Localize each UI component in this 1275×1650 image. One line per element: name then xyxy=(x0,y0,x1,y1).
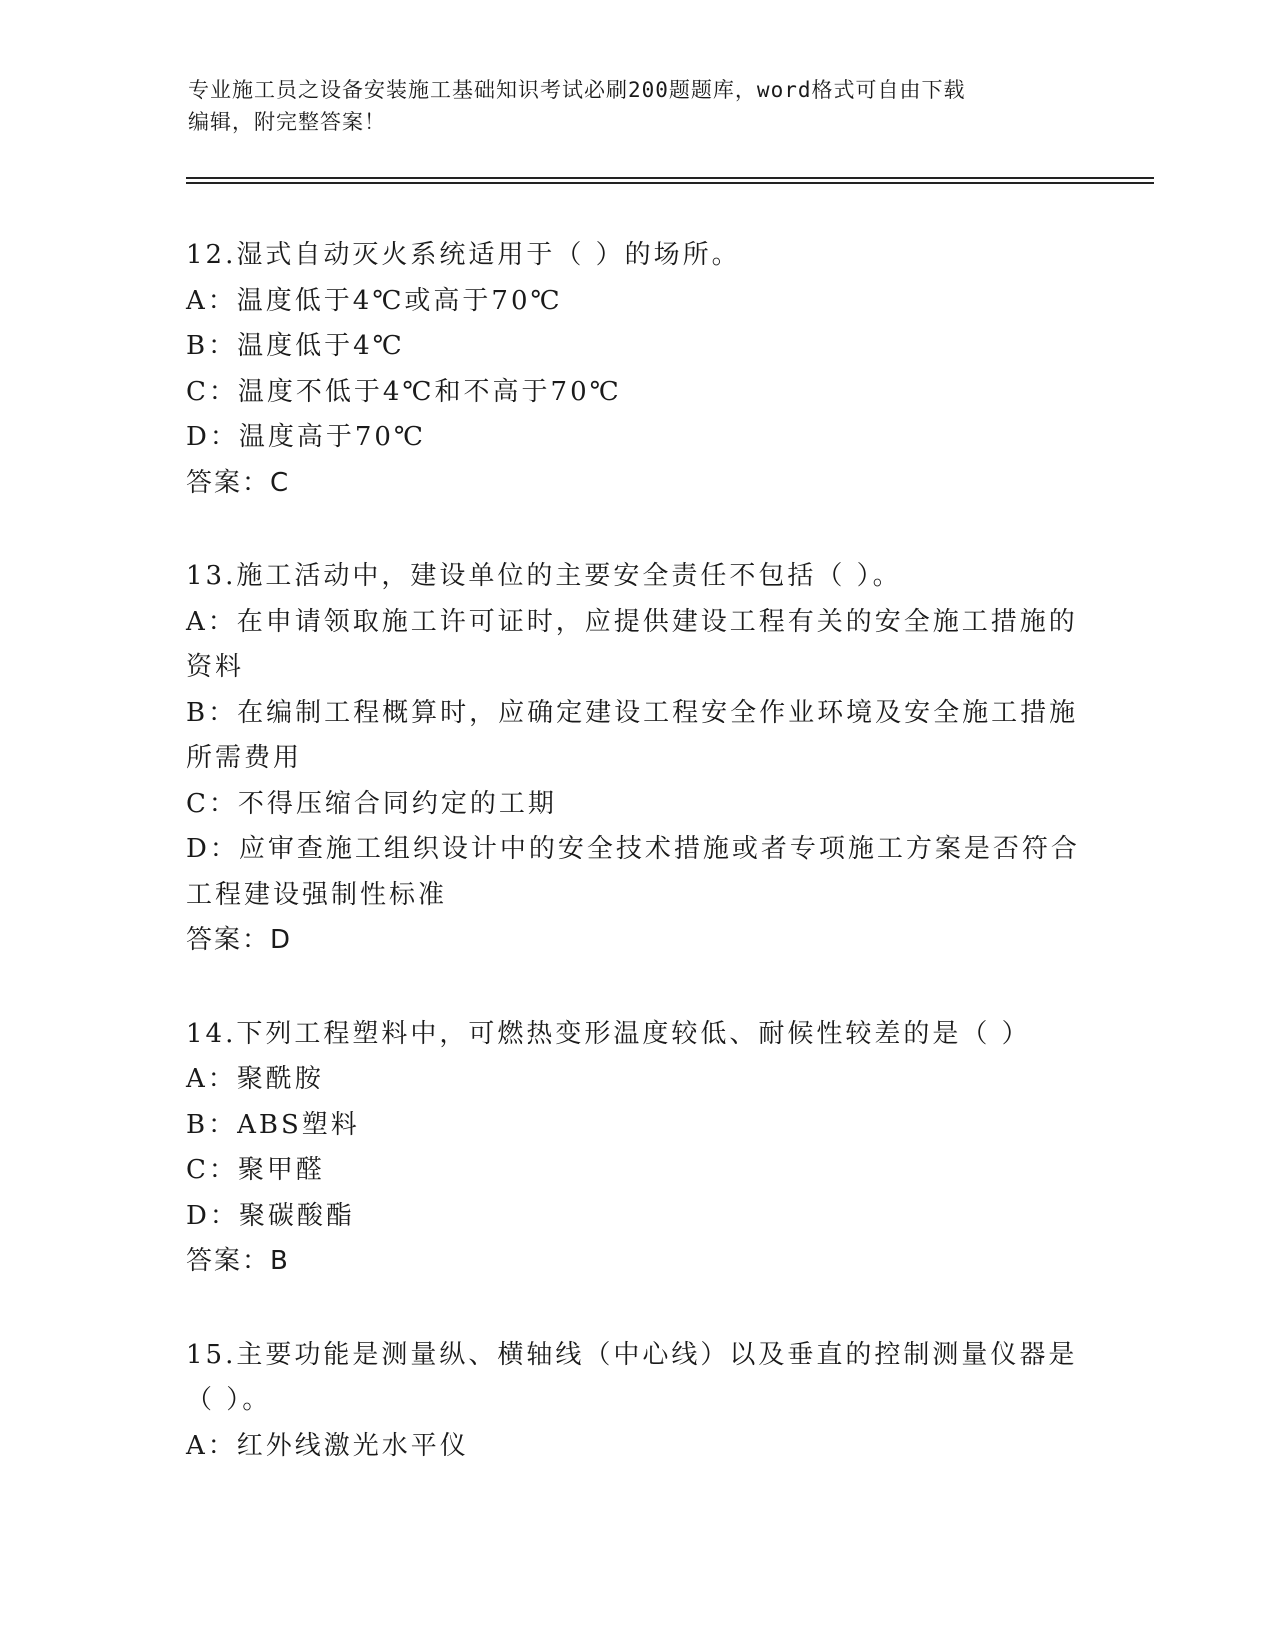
option-a: A：在申请领取施工许可证时，应提供建设工程有关的安全施工措施的 xyxy=(186,606,1078,637)
question-list xyxy=(186,233,1086,1517)
question-14 xyxy=(186,1012,1086,1285)
answer-label: 答案：D xyxy=(186,925,293,955)
option-d: D：聚碳酸酯 xyxy=(186,1200,355,1231)
option-b: B：ABS塑料 xyxy=(186,1109,360,1140)
header-divider-bottom xyxy=(186,182,1154,184)
header-divider-top xyxy=(186,177,1154,179)
option-c: C：温度不低于4℃和不高于70℃ xyxy=(186,376,622,407)
option-b: B：温度低于4℃ xyxy=(186,331,405,361)
question-stem: 12.湿式自动灭火系统适用于（ ）的场所。 xyxy=(186,240,741,270)
question-13 xyxy=(186,554,1086,964)
question-stem: 13.施工活动中，建设单位的主要安全责任不包括（ ）。 xyxy=(186,561,902,591)
option-b: B：在编制工程概算时，应确定建设工程安全作业环境及安全施工措施 xyxy=(186,697,1079,728)
option-c: C：不得压缩合同约定的工期 xyxy=(186,788,557,819)
option-a: A：温度低于4℃或高于70℃ xyxy=(186,285,563,316)
option-a: A：红外线激光水平仪 xyxy=(186,1430,469,1461)
question-15 xyxy=(186,1333,1086,1470)
option-b-continued: 所需费用 xyxy=(186,743,303,773)
question-stem-continued: （ ）。 xyxy=(186,1385,272,1415)
option-d: D：应审查施工组织设计中的安全技术措施或者专项施工方案是否符合 xyxy=(186,834,1080,864)
header-line-2: 编辑，附完整答案！ xyxy=(188,110,386,134)
question-12 xyxy=(186,233,1086,506)
document-header xyxy=(188,74,1088,138)
option-a: A：聚酰胺 xyxy=(186,1064,324,1094)
header-line-1: 专业施工员之设备安装施工基础知识考试必刷200题题库，word格式可自由下载 xyxy=(188,78,966,102)
answer-label: 答案：B xyxy=(186,1246,290,1276)
question-stem: 14.下列工程塑料中，可燃热变形温度较低、耐候性较差的是（ ） xyxy=(186,1018,1031,1049)
option-a-continued: 资料 xyxy=(186,652,245,682)
option-d: D：温度高于70℃ xyxy=(186,422,427,452)
question-stem: 15.主要功能是测量纵、横轴线（中心线）以及垂直的控制测量仪器是 xyxy=(186,1339,1078,1370)
option-c: C：聚甲醛 xyxy=(186,1155,325,1185)
option-d-continued: 工程建设强制性标准 xyxy=(186,879,448,910)
answer-label: 答案：C xyxy=(186,467,291,498)
